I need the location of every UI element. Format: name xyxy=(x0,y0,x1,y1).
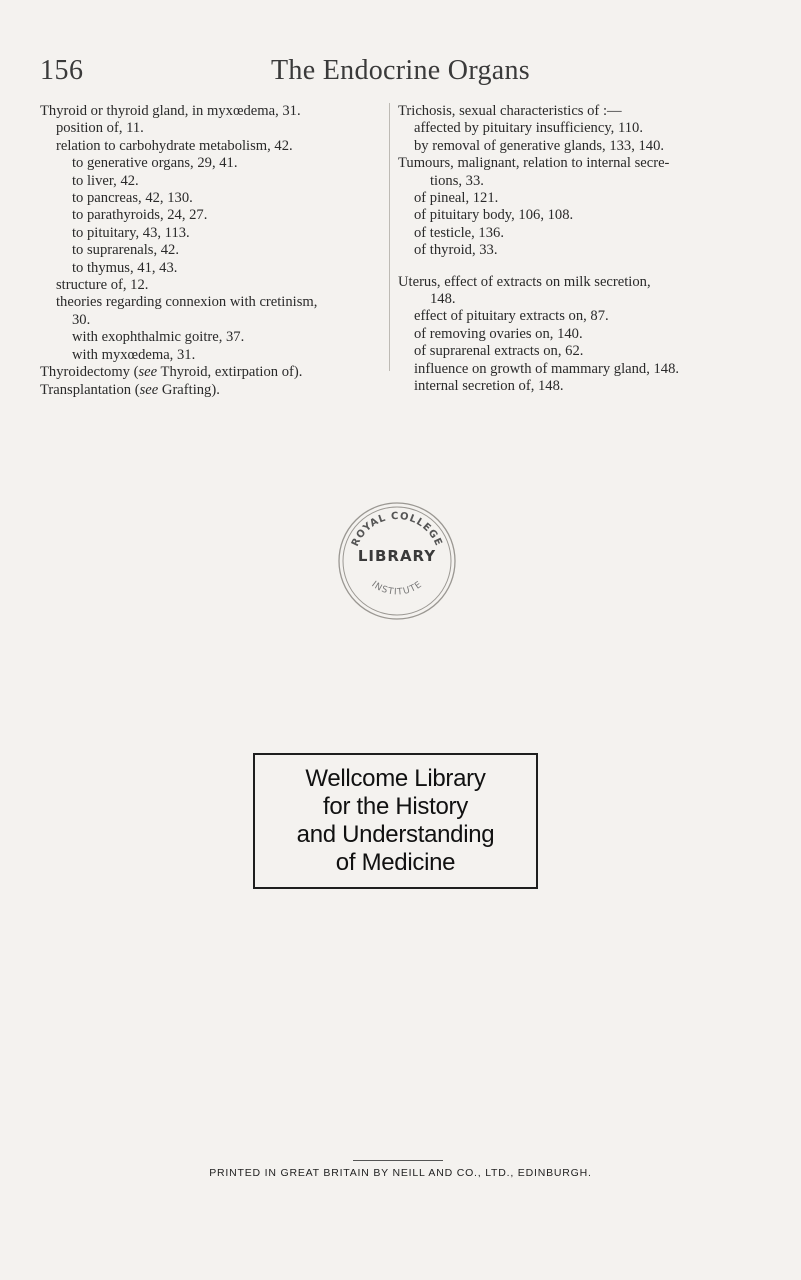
index-entry: to thymus, 41, 43. xyxy=(72,259,178,276)
index-column-right xyxy=(398,103,770,396)
index-entry: relation to carbohydrate metabolism, 42. xyxy=(56,137,293,154)
index-entry: to suprarenals, 42. xyxy=(72,242,179,259)
index-entry: affected by pituitary insufficiency, 110. xyxy=(414,120,643,137)
index-entry: Transplantation (see Grafting). xyxy=(40,381,220,398)
index-entry: to generative organs, 29, 41. xyxy=(72,155,238,172)
index-entry: effect of pituitary extracts on, 87. xyxy=(414,308,609,325)
wellcome-line: and Understanding xyxy=(296,821,495,848)
index-column-left xyxy=(40,103,390,399)
wellcome-library-label xyxy=(253,753,538,889)
printer-imprint: PRINTED IN GREAT BRITAIN BY NEILL AND CO., LTD., EDINBURGH. xyxy=(209,1167,592,1179)
index-entry: Thyroidectomy (see Thyroid, extirpation of). xyxy=(40,364,303,381)
index-entry: structure of, 12. xyxy=(56,277,149,294)
index-gap xyxy=(398,260,770,274)
index-entry: 30. xyxy=(72,311,91,328)
index-entry: Thyroid or thyroid gland, in myxœdema, 31. xyxy=(40,103,301,119)
stamp-label: LIBRARY xyxy=(357,547,437,565)
library-stamp xyxy=(335,497,459,625)
index-entry: to parathyroids, 24, 27. xyxy=(72,207,208,224)
wellcome-line: for the History xyxy=(323,793,468,820)
svg-text:ROYAL COLLEGE: ROYAL COLLEGE xyxy=(349,510,445,549)
index-entry: tions, 33. xyxy=(430,172,484,189)
index-entry: influence on growth of mammary gland, 148. xyxy=(414,360,680,377)
index-entry: of thyroid, 33. xyxy=(414,242,498,259)
index-entry: Tumours, malignant, relation to internal secre- xyxy=(398,155,670,172)
page-number: 156 xyxy=(40,55,84,86)
printer-rule xyxy=(353,1160,443,1161)
index-entry: of removing ovaries on, 140. xyxy=(414,325,583,342)
index-entry: of testicle, 136. xyxy=(414,224,504,241)
index-entry: theories regarding connexion with cretinism, xyxy=(56,294,318,311)
index-entry: by removal of generative glands, 133, 140. xyxy=(414,137,665,154)
index-entry: of pituitary body, 106, 108. xyxy=(414,207,574,224)
index-entry: to pancreas, 42, 130. xyxy=(72,190,193,207)
index-entry: with myxœdema, 31. xyxy=(72,346,196,363)
index-entry: Trichosis, sexual characteristics of :— xyxy=(398,103,622,119)
wellcome-line: Wellcome Library xyxy=(305,765,486,792)
index-entry: to pituitary, 43, 113. xyxy=(72,224,190,241)
page-header xyxy=(0,55,801,95)
wellcome-line: of Medicine xyxy=(335,849,456,876)
index-entry: 148. xyxy=(430,291,456,308)
svg-text:INSTITUTE: INSTITUTE xyxy=(369,579,425,598)
index-entry: Uterus, effect of extracts on milk secretion, xyxy=(398,273,651,290)
index-entry: to liver, 42. xyxy=(72,172,139,189)
index-entry: of suprarenal extracts on, 62. xyxy=(414,343,584,360)
index-entry: internal secretion of, 148. xyxy=(414,378,564,395)
column-divider xyxy=(389,103,390,371)
index-entry: with exophthalmic goitre, 37. xyxy=(72,329,245,346)
index-entry: of pineal, 121. xyxy=(414,190,499,207)
index-entry: position of, 11. xyxy=(56,120,144,137)
running-title: The Endocrine Organs xyxy=(271,55,530,86)
